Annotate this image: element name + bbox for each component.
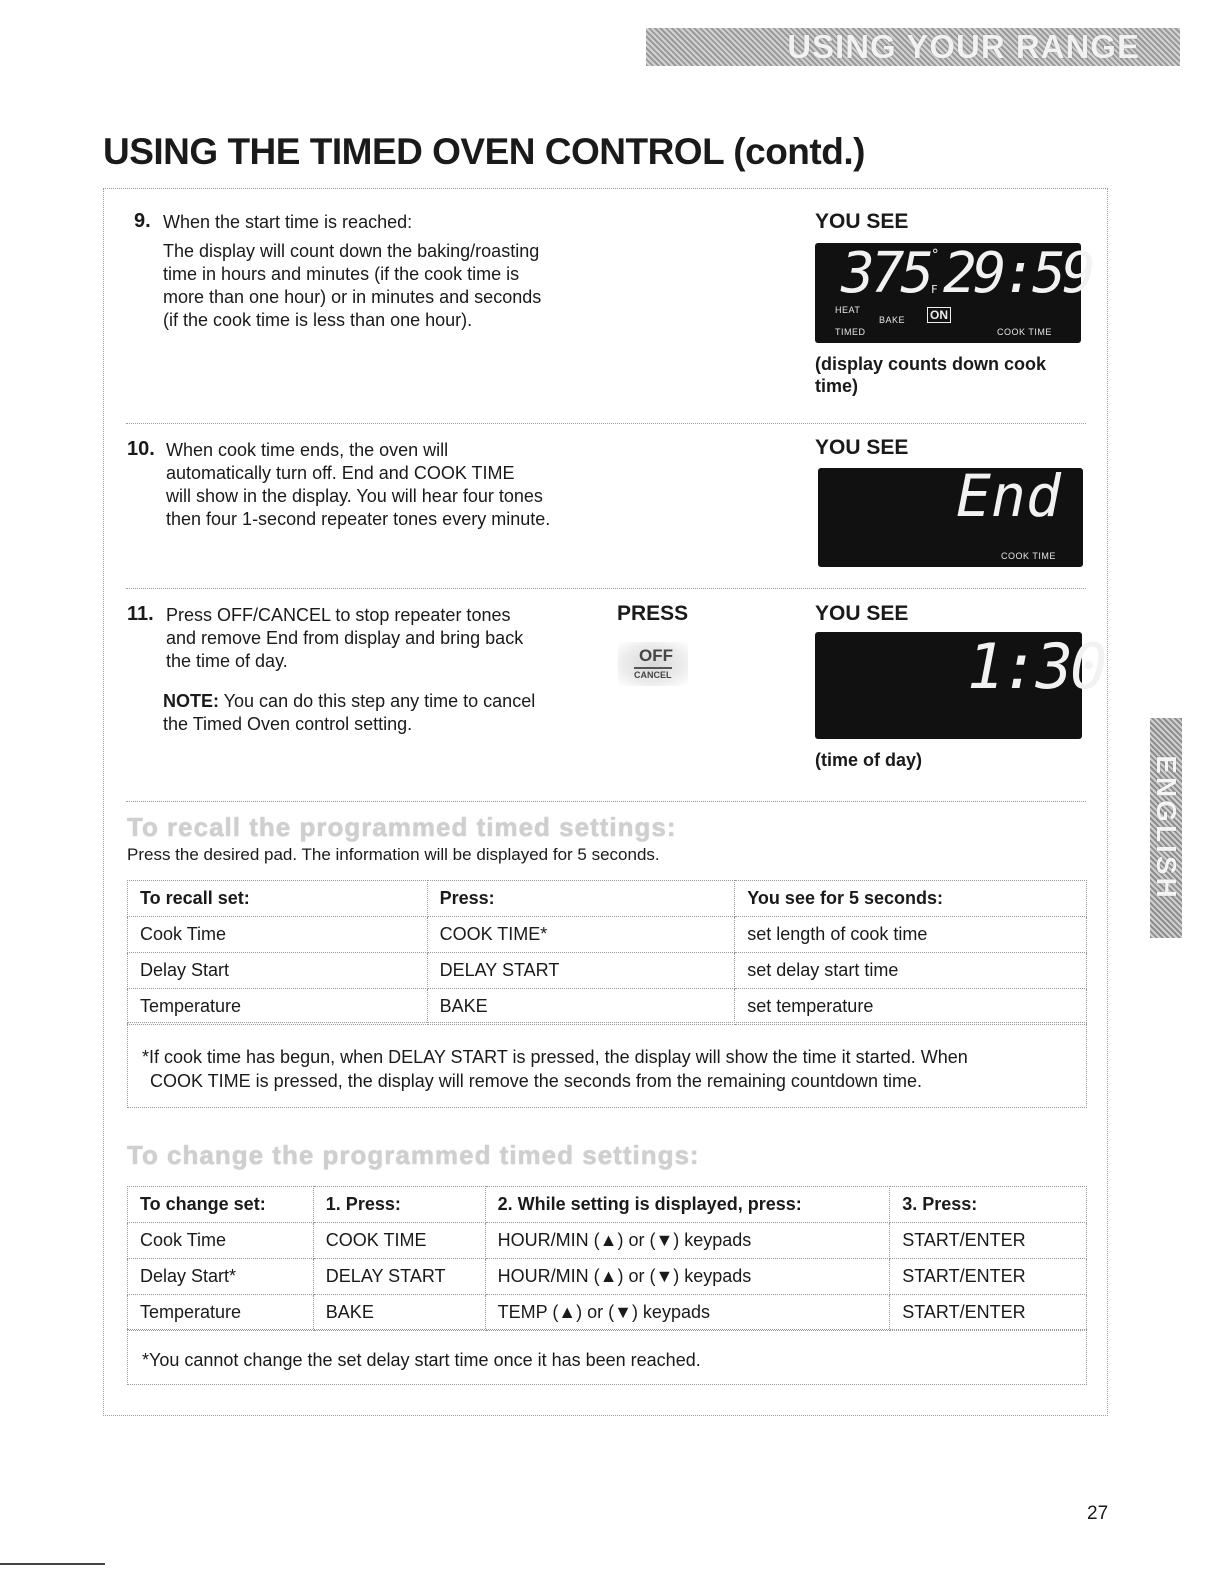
change-footnote-line: *You cannot change the set delay start time once it has been reached. — [142, 1350, 701, 1370]
step-11-number: 11. — [127, 603, 154, 625]
table-cell: START/ENTER — [890, 1259, 1087, 1295]
step-9-line: (if the cook time is less than one hour). — [163, 310, 473, 330]
table-cell: Delay Start* — [128, 1259, 314, 1295]
step-11-line: the time of day. — [166, 651, 288, 671]
off-cancel-button-top: OFF — [639, 646, 673, 665]
table-header-cell: You see for 5 seconds: — [735, 881, 1087, 917]
table-cell: TEMP (▲) or (▼) keypads — [485, 1295, 890, 1331]
table-row — [128, 1259, 1087, 1295]
table-header-cell: Press: — [427, 881, 735, 917]
step-11-line: Press OFF/CANCEL to stop repeater tones — [166, 605, 511, 625]
step-11-note — [163, 690, 535, 736]
display-degree-symbol: ° — [931, 247, 940, 263]
step-11-press-label: PRESS — [617, 602, 689, 625]
note-text: You can do this step any time to cancel — [219, 691, 536, 711]
table-cell: START/ENTER — [890, 1295, 1087, 1331]
table-cell: BAKE — [313, 1295, 485, 1331]
step-divider — [126, 588, 1086, 589]
bottom-rule — [0, 1563, 105, 1565]
section-banner — [646, 28, 1180, 66]
language-side-tab-text: ENGLISH — [1151, 755, 1182, 901]
table-header-cell: To recall set: — [128, 881, 428, 917]
step-9-line: The display will count down the baking/roasting — [163, 241, 540, 261]
change-heading: To change the programmed timed settings: — [127, 1140, 700, 1170]
table-header-row — [128, 881, 1087, 917]
table-row — [128, 1295, 1087, 1331]
step-10-line: will show in the display. You will hear four tones — [166, 486, 543, 506]
table-cell: COOK TIME* — [427, 917, 735, 953]
table-header-row — [128, 1187, 1087, 1223]
table-cell: set length of cook time — [735, 917, 1087, 953]
table-row — [128, 917, 1087, 953]
page-title: USING THE TIMED OVEN CONTROL (contd.) — [103, 131, 865, 172]
step-11-caption: (time of day) — [815, 750, 923, 770]
step-10-line: When cook time ends, the oven will — [166, 440, 449, 460]
table-cell: Cook Time — [128, 1223, 314, 1259]
language-side-tab — [1150, 718, 1182, 938]
table-cell: BAKE — [427, 989, 735, 1025]
table-cell: HOUR/MIN (▲) or (▼) keypads — [485, 1259, 890, 1295]
table-cell: START/ENTER — [890, 1223, 1087, 1259]
step-10-number: 10. — [127, 438, 155, 460]
table-cell: Temperature — [128, 1295, 314, 1331]
step-9-text — [163, 211, 541, 332]
display-unit: F — [931, 283, 938, 296]
display-timed-label: TIMED — [835, 327, 866, 337]
step-11-you-see-label: YOU SEE — [815, 602, 909, 625]
step-9-caption: (display counts down cook time) — [815, 354, 1047, 396]
step-10-text — [166, 439, 550, 531]
step-9-line: more than one hour) or in minutes and seconds — [163, 287, 542, 307]
display-cook-time-label: COOK TIME — [1001, 551, 1056, 561]
table-row — [128, 989, 1087, 1025]
display-temperature: 375 — [841, 241, 931, 306]
table-header-cell: To change set: — [128, 1187, 314, 1223]
note-label: NOTE: — [163, 691, 219, 711]
step-9-line: time in hours and minutes (if the cook time is — [163, 264, 520, 284]
step-10-oven-display — [818, 462, 1083, 567]
table-cell: set temperature — [735, 989, 1087, 1025]
page-number: 27 — [1087, 1503, 1109, 1524]
table-cell: DELAY START — [313, 1259, 485, 1295]
display-time-of-day: 1:30 — [967, 630, 1105, 703]
table-header-cell: 2. While setting is displayed, press: — [485, 1187, 890, 1223]
change-footnote-box — [127, 1329, 1087, 1385]
off-cancel-button-bottom: CANCEL — [634, 667, 672, 680]
step-9-oven-display — [815, 241, 1092, 343]
recall-intro: Press the desired pad. The information will be displayed for 5 seconds. — [127, 845, 660, 864]
note-text: the Timed Oven control setting. — [163, 714, 413, 734]
step-11-text — [166, 604, 523, 673]
table-cell: Cook Time — [128, 917, 428, 953]
off-cancel-button[interactable] — [618, 642, 688, 686]
display-cook-time-label: COOK TIME — [997, 327, 1052, 337]
display-countdown: 29:59 — [943, 241, 1092, 306]
step-divider — [126, 423, 1086, 424]
recall-footnote-line: *If cook time has begun, when DELAY START is pressed, the display will show the time it started. When — [142, 1047, 968, 1067]
display-heat-label: HEAT — [835, 305, 861, 315]
table-header-cell: 3. Press: — [890, 1187, 1087, 1223]
display-end-text: End — [956, 462, 1061, 530]
step-10-line: then four 1-second repeater tones every minute. — [166, 509, 551, 529]
table-cell: set delay start time — [735, 953, 1087, 989]
recall-footnote-box — [127, 1022, 1087, 1108]
table-cell: DELAY START — [427, 953, 735, 989]
step-10-you-see-label: YOU SEE — [815, 436, 909, 459]
table-header-cell: 1. Press: — [313, 1187, 485, 1223]
table-cell: COOK TIME — [313, 1223, 485, 1259]
table-row — [128, 953, 1087, 989]
change-table — [127, 1186, 1087, 1331]
step-11-line: and remove End from display and bring back — [166, 628, 524, 648]
display-on-indicator: ON — [927, 307, 951, 323]
recall-table — [127, 880, 1087, 1025]
step-11-oven-display — [815, 630, 1105, 739]
table-row — [128, 1223, 1087, 1259]
table-cell: Temperature — [128, 989, 428, 1025]
step-9-line: When the start time is reached: — [163, 212, 413, 232]
step-10-line: automatically turn off. End and COOK TIME — [166, 463, 515, 483]
recall-heading: To recall the programmed timed settings: — [127, 812, 677, 842]
recall-footnote-line: COOK TIME is pressed, the display will remove the seconds from the remaining countdown time. — [150, 1071, 922, 1091]
section-divider — [126, 801, 1086, 802]
section-banner-text: USING YOUR RANGE — [787, 28, 1140, 65]
table-cell: HOUR/MIN (▲) or (▼) keypads — [485, 1223, 890, 1259]
display-bake-label: BAKE — [879, 315, 906, 325]
table-cell: Delay Start — [128, 953, 428, 989]
step-9-number: 9. — [134, 210, 151, 232]
step-9-you-see-label: YOU SEE — [815, 210, 909, 233]
